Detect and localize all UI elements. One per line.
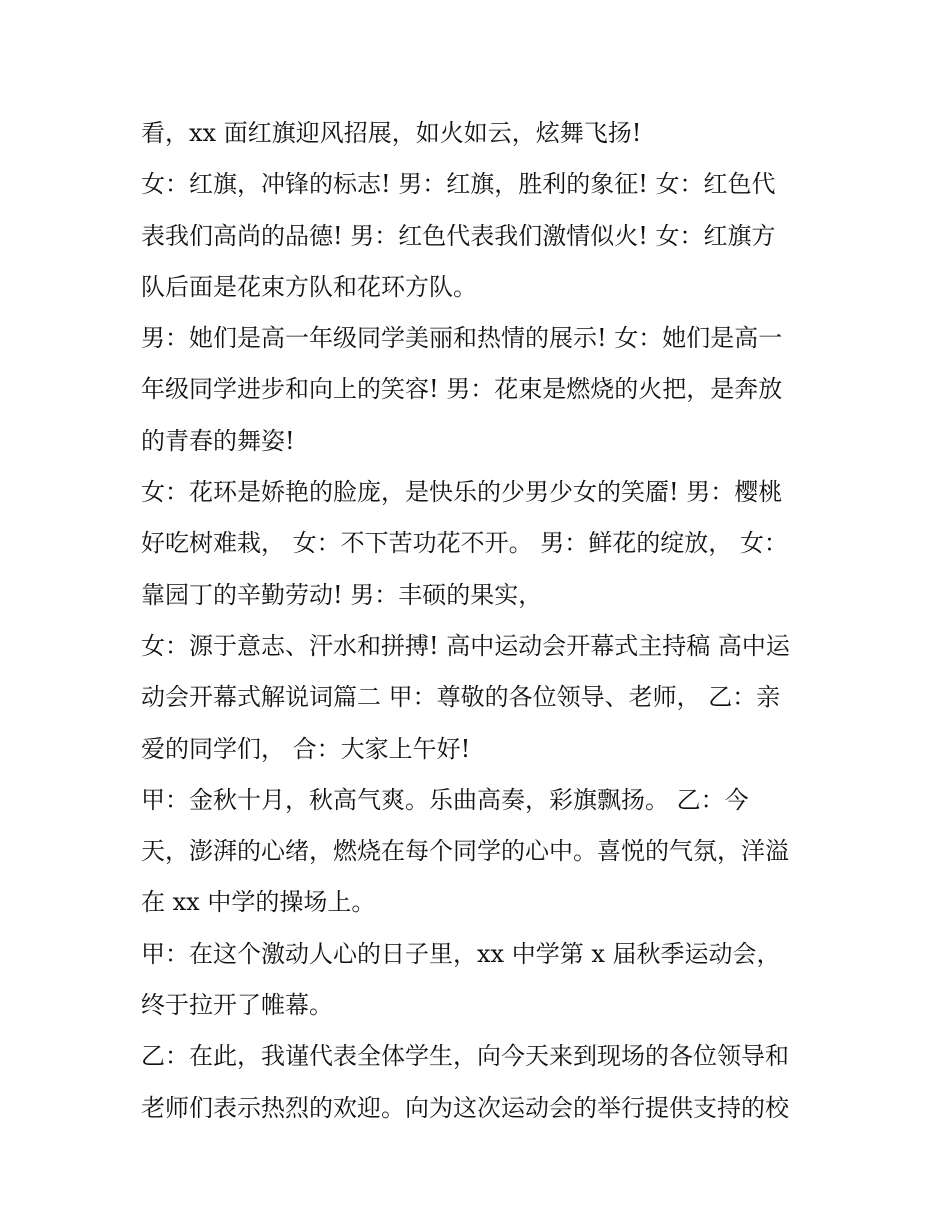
text-line: 终于拉开了帷幕。: [141, 991, 333, 1020]
text-line: 好吃树难栽， 女：不下苦功花不开。 男：鲜花的绽放， 女：: [141, 529, 788, 558]
text-line: 男：她们是高一年级同学美丽和热情的展示! 女：她们是高一: [141, 324, 783, 353]
text-line: 女：红旗，冲锋的标志! 男：红旗，胜利的象征! 女：红色代: [141, 170, 776, 199]
document-body: [141, 108, 831, 1134]
text-line: 女：源于意志、汗水和拼搏! 高中运动会开幕式主持稿 高中运: [141, 631, 790, 660]
text-line: 女：花环是娇艳的脸庞，是快乐的少男少女的笑靥! 男：樱桃: [141, 478, 783, 507]
text-line: 表我们高尚的品德! 男：红色代表我们激情似火! 女：红旗方: [141, 221, 776, 250]
text-line: 年级同学进步和向上的笑容! 男：花束是燃烧的火把，是奔放: [141, 375, 783, 404]
text-line: 看，xx 面红旗迎风招展，如火如云，炫舞飞扬!: [141, 119, 642, 147]
text-line: 甲：在这个激动人心的日子里，xx 中学第 x 届秋季运动会，: [141, 939, 781, 968]
text-line: 在 xx 中学的操场上。: [141, 888, 376, 917]
text-line: 甲：金秋十月，秋高气爽。乐曲高奏，彩旗飘扬。 乙：今: [141, 785, 749, 814]
text-line: 动会开幕式解说词篇二 甲：尊敬的各位领导、老师， 乙：亲: [141, 683, 781, 712]
text-line: 的青春的舞姿!: [141, 426, 295, 455]
text-line: 靠园丁的辛勤劳动! 男：丰硕的果实，: [141, 580, 543, 609]
text-line: 老师们表示热烈的欢迎。向为这次运动会的举行提供支持的校: [141, 1093, 789, 1122]
text-line: 队后面是花束方队和花环方队。: [141, 272, 477, 301]
text-line: 爱的同学们， 合：大家上午好!: [141, 734, 471, 763]
text-line: 乙：在此，我谨代表全体学生，向今天来到现场的各位领导和: [141, 1042, 789, 1071]
text-line: 天，澎湃的心绪，燃烧在每个同学的心中。喜悦的气氛，洋溢: [141, 837, 789, 866]
